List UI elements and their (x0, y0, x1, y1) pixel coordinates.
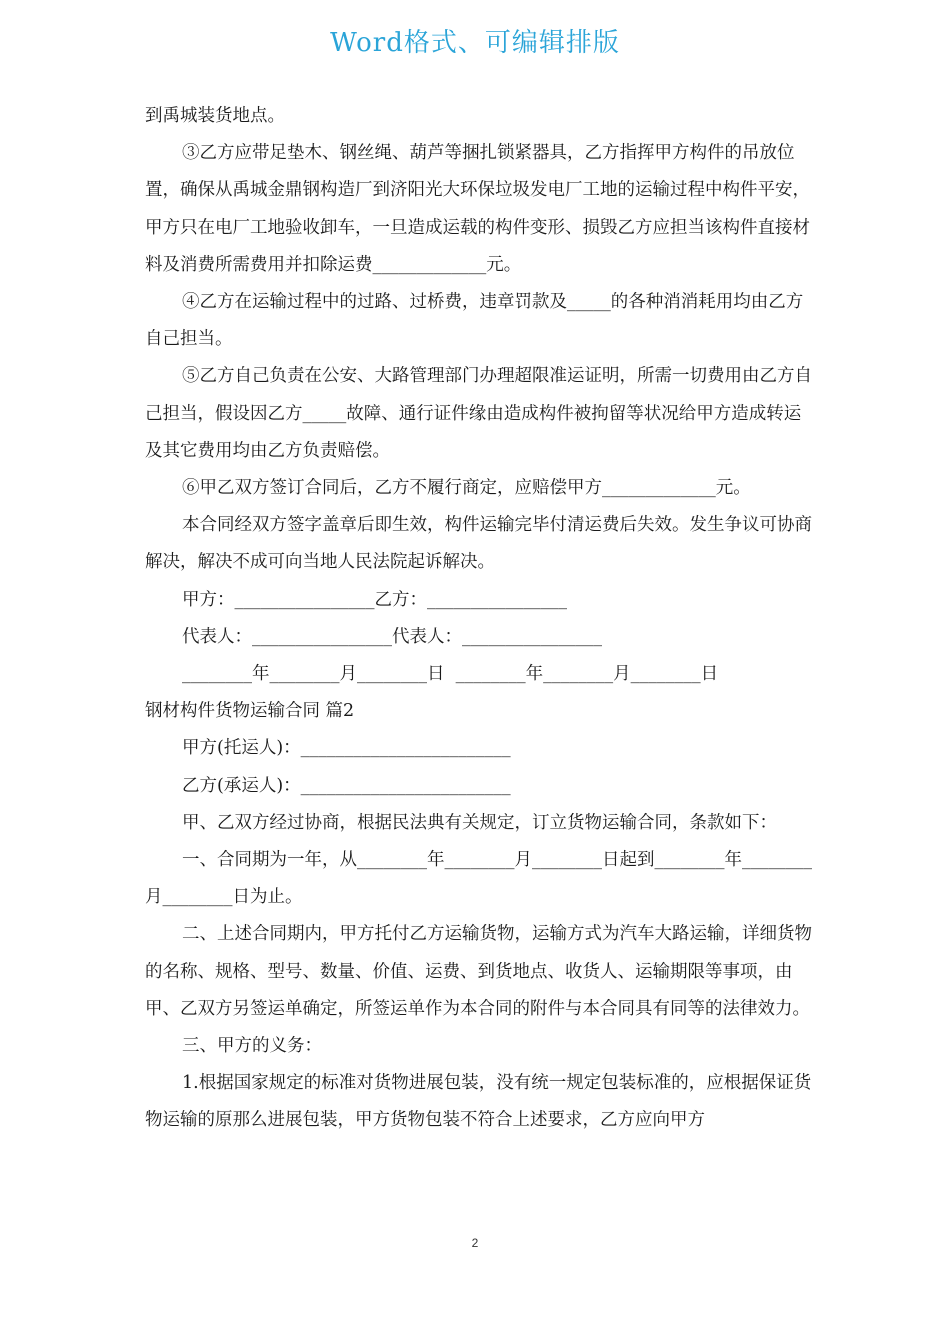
paragraph: 二、上述合同期内，甲方托付乙方运输货物，运输方式为汽车大路运输，详细货物的名称、规格、型号、数量、价值、运费、到货地点、收货人、运输期限等事项，由甲、乙双方另签运单确定，所签运单作为本合同的附件与本合同具有同等的法律效力。 (145, 924, 812, 1019)
paragraph: 到禹城装货地点。 (145, 106, 285, 126)
signature-line-representatives: 代表人：________________代表人：________________ (182, 626, 602, 647)
signature-line-parties: 甲方：________________乙方：________________ (182, 589, 567, 610)
document-header-title: Word格式、可编辑排版 (330, 28, 620, 58)
document-body (145, 98, 813, 1140)
paragraph: 本合同经双方签字盖章后即生效，构件运输完毕付清运费后失效。发生争议可协商解决，解决不成可向当地人民法院起诉解决。 (145, 515, 812, 573)
party-a-field: 甲方(托运人)：________________________ (182, 738, 511, 759)
party-b-field: 乙方(承运人)：________________________ (182, 775, 511, 796)
paragraph: ④乙方在运输过程中的过路、过桥费，违章罚款及_____的各种消消耗用均由乙方自己担当。 (145, 292, 804, 350)
signature-line-dates: ________年________月________日 ________年________月________日 (182, 664, 719, 685)
paragraph: 三、甲方的义务： (182, 1036, 322, 1057)
paragraph: ⑤乙方自己负责在公安、大路管理部门办理超限准运证明，所需一切费用由乙方自己担当，假设因乙方_____故障、通行证件缘由造成构件被拘留等状况给甲方造成转运及其它费用均由乙方负责赔偿。 (145, 366, 812, 461)
paragraph: 一、合同期为一年，从________年________月________日起到________年________月________日为止。 (145, 850, 812, 908)
paragraph: ③乙方应带足垫木、钢丝绳、葫芦等捆扎锁紧器具，乙方指挥甲方构件的吊放位置，确保从禹城金鼎钢构造厂到济阳光大环保垃圾发电厂工地的运输过程中构件平安，甲方只在电厂工地验收卸车，一旦造成运载的构件变形、损毁乙方应担当该构件直接材料及消费所需费用并扣除运费_____________元。 (145, 143, 810, 275)
paragraph: 甲、乙双方经过协商，根据民法典有关规定，订立货物运输合同，条款如下： (182, 812, 777, 833)
paragraph: ⑥甲乙双方签订合同后，乙方不履行商定，应赔偿甲方_____________元。 (182, 478, 751, 499)
section-heading: 钢材构件货物运输合同 篇2 (145, 701, 355, 722)
paragraph: 1.根据国家规定的标准对货物进展包装，没有统一规定包装标准的，应根据保证货物运输的原那么进展包装，甲方货物包装不符合上述要求，乙方应向甲方 (145, 1073, 812, 1131)
page-number: 2 (471, 1236, 479, 1250)
